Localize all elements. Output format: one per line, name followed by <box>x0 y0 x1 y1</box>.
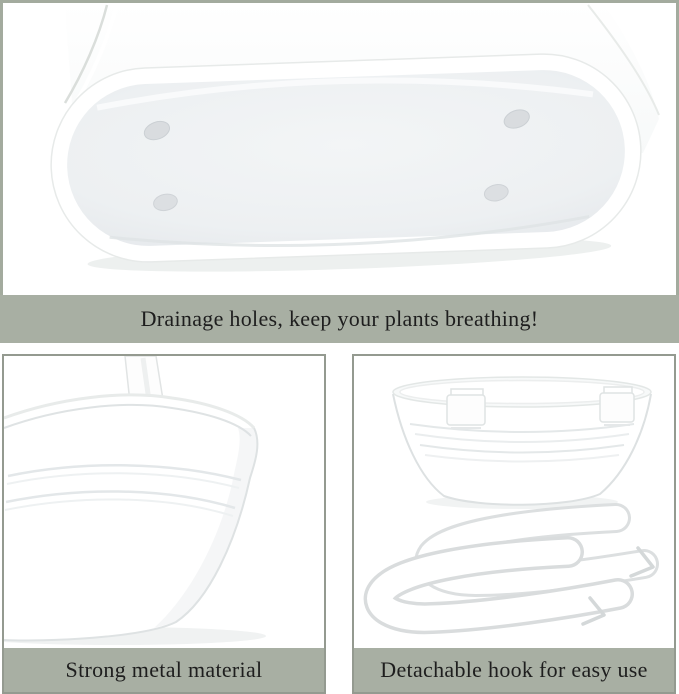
metal-bucket-photo <box>4 356 324 648</box>
oval-tub <box>393 377 651 509</box>
tub-hooks-illustration <box>354 356 674 648</box>
hook-panel <box>352 354 676 694</box>
drainage-caption: Drainage holes, keep your plants breathing! <box>0 295 679 343</box>
drainage-holes-photo <box>0 0 679 295</box>
planter-bottom-face <box>48 51 645 279</box>
bucket-illustration <box>4 356 324 648</box>
tub-and-hooks-photo <box>354 356 674 648</box>
bucket-body <box>4 395 266 645</box>
material-caption: Strong metal material <box>4 648 324 692</box>
material-panel <box>2 354 326 694</box>
rim-bracket-left <box>447 389 485 428</box>
hook-caption: Detachable hook for easy use <box>354 648 674 692</box>
planter-bottom-illustration <box>3 3 676 295</box>
rim-bracket-right <box>600 387 634 425</box>
